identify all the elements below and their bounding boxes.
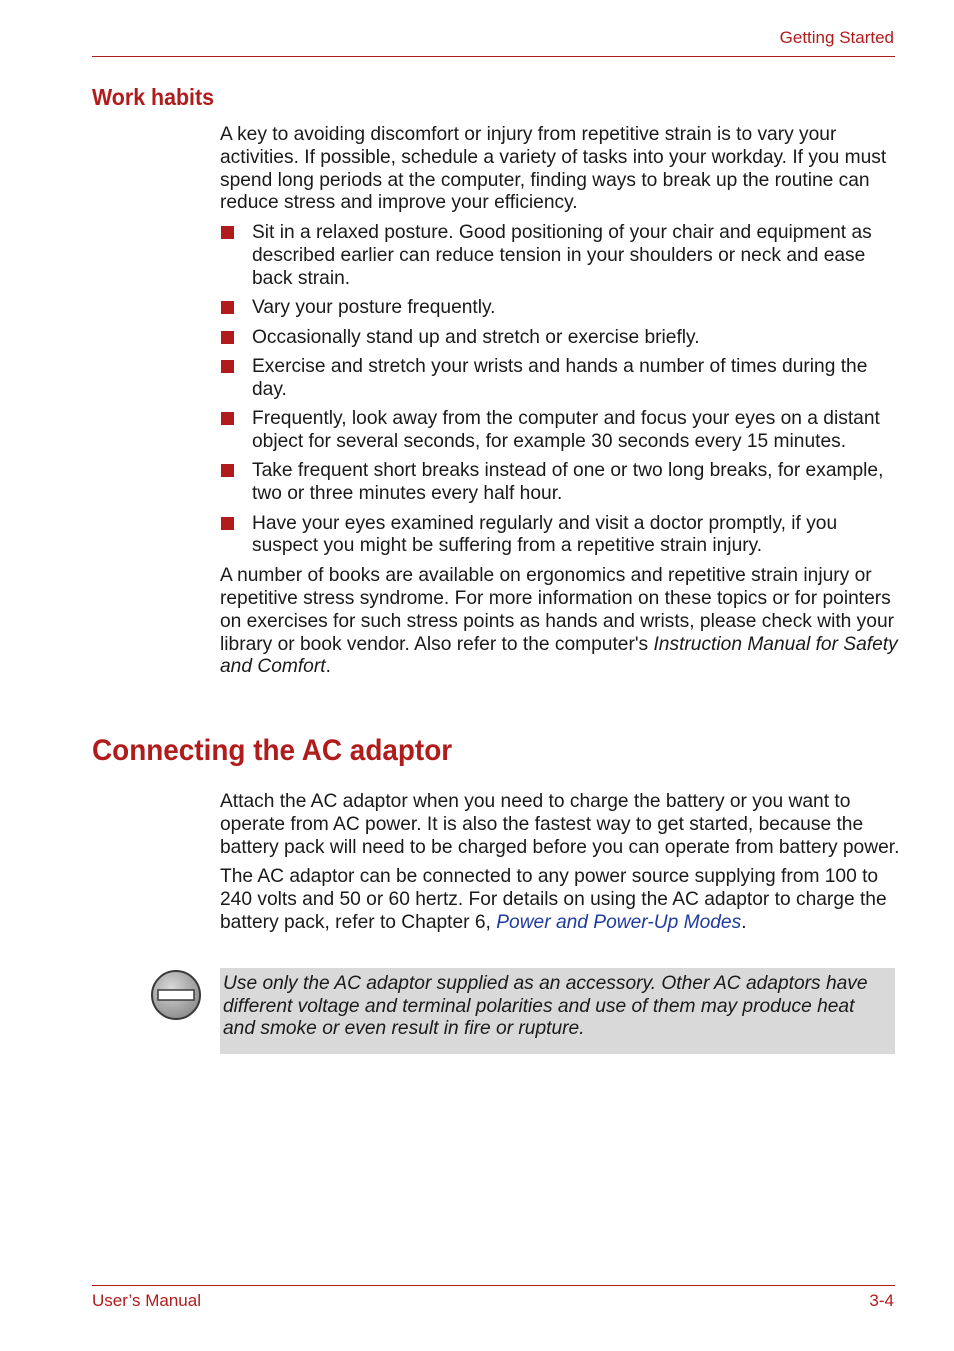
chapter-link[interactable]: Power and Power-Up Modes (496, 911, 742, 933)
work-habits-body (220, 124, 900, 679)
warning-note (220, 968, 895, 1054)
list-item: Vary your posture frequently. (220, 297, 900, 320)
section-heading-work-habits: Work habits (92, 84, 215, 110)
list-item: Frequently, look away from the computer and focus your eyes on a distant object for several seconds, for example 30 seconds every 15 minutes. (220, 408, 900, 454)
page-number: 3-4 (869, 1291, 894, 1310)
header-rule (92, 56, 895, 57)
square-bullet-icon (221, 226, 234, 239)
footer-rule (92, 1285, 895, 1286)
ac-adaptor-para-1: Attach the AC adaptor when you need to charge the battery or you want to operate from AC power. It is also the fastest way to get started, because the battery pack will need to be charged before you can operate from battery power. (220, 791, 900, 858)
list-item: Exercise and stretch your wrists and hands a number of times during the day. (220, 356, 900, 402)
square-bullet-icon (221, 412, 234, 425)
list-item: Sit in a relaxed posture. Good positioning of your chair and equipment as described earlier can reduce tension in your shoulders or neck and ease back strain. (220, 222, 900, 290)
list-item: Occasionally stand up and stretch or exercise briefly. (220, 327, 900, 350)
square-bullet-icon (221, 464, 234, 477)
ac-adaptor-body (220, 791, 900, 935)
no-entry-icon (150, 969, 202, 1021)
list-item: Take frequent short breaks instead of one or two long breaks, for example, two or three minutes every half hour. (220, 460, 900, 506)
work-habits-closing: A number of books are available on ergonomics and repetitive strain injury or repetitive stress syndrome. For more information on these topics or for pointers on exercises for such stress points as hands and wrists, please check with your library or book vendor. Also refer to the computer's Instruction Manual for Safety and Comfort. (220, 565, 898, 678)
square-bullet-icon (221, 331, 234, 344)
square-bullet-icon (221, 360, 234, 373)
manual-title-reference: Instruction Manual for Safety and Comfort (220, 633, 898, 678)
section-heading-ac-adaptor: Connecting the AC adaptor (92, 734, 453, 767)
warning-text: Use only the AC adaptor supplied as an accessory. Other AC adaptors have different voltage and terminal polarities and use of them may produce heat and smoke or even result in fire or rupture. (223, 973, 868, 1040)
work-habits-list (220, 222, 900, 558)
square-bullet-icon (221, 517, 234, 530)
running-header: Getting Started (779, 28, 894, 47)
footer-manual-title: User’s Manual (92, 1291, 201, 1310)
list-item: Have your eyes examined regularly and visit a doctor promptly, if you suspect you might be suffering from a repetitive strain injury. (220, 513, 900, 559)
square-bullet-icon (221, 301, 234, 314)
ac-adaptor-para-2: The AC adaptor can be connected to any power source supplying from 100 to 240 volts and 50 or 60 hertz. For details on using the AC adaptor to charge the battery pack, refer to Chapter 6, Power and Power-Up Modes. (220, 866, 887, 933)
work-habits-intro: A key to avoiding discomfort or injury from repetitive strain is to vary your activities. If possible, schedule a variety of tasks into your workday. If you must spend long periods at the computer, finding ways to break up the routine can reduce stress and improve your efficiency. (220, 124, 887, 214)
